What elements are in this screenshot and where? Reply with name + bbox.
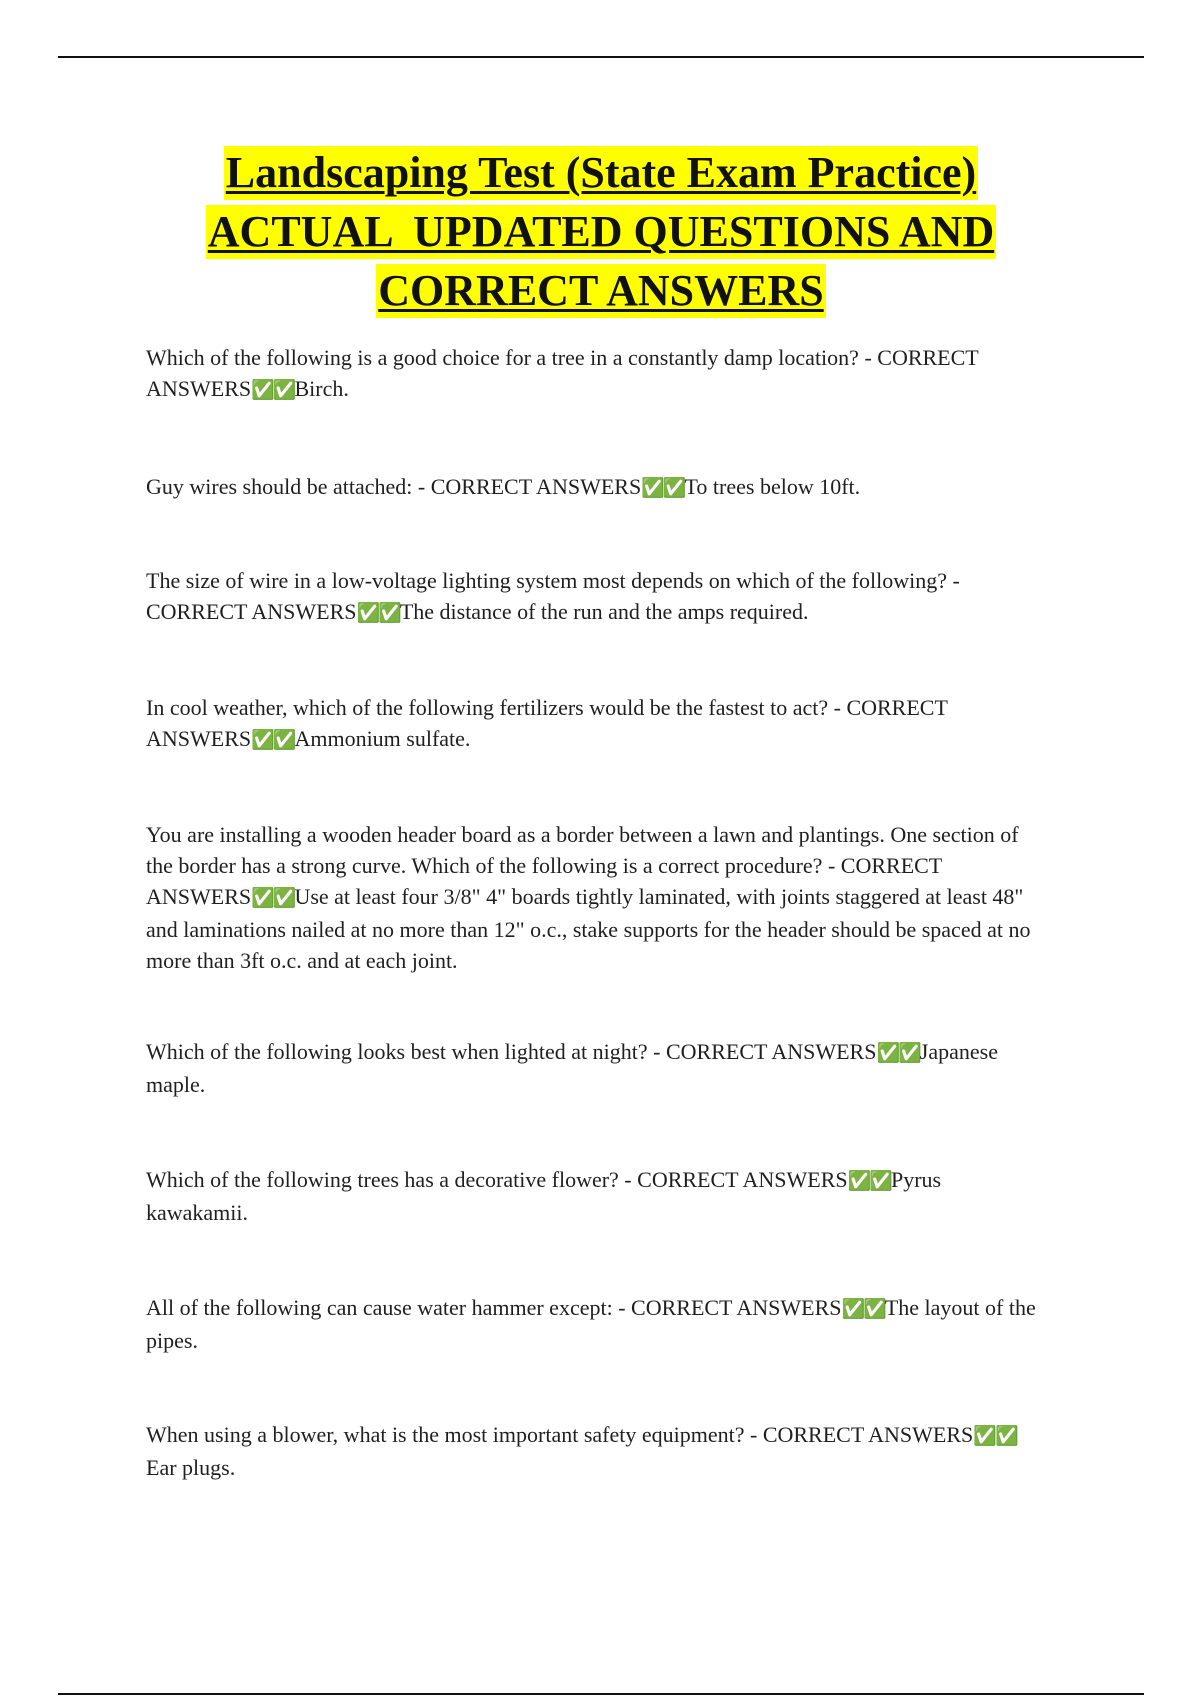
question-text: Guy wires should be attached: - <box>146 474 426 499</box>
qa-item <box>146 1164 1046 1228</box>
title-line-1: Landscaping Test (State Exam Practice) <box>224 146 978 200</box>
double-check-icon: ✅✅ <box>847 1170 891 1192</box>
question-text: You are installing a wooden header board as a border between a lawn and plantings. One section of the border has a strong curve. Which of the following is a correct procedure? - <box>146 822 1019 878</box>
question-text: In cool weather, which of the following fertilizers would be the fastest to act? - <box>146 695 841 720</box>
qa-item <box>146 1036 1046 1100</box>
question-text: Which of the following is a good choice for a tree in a constantly damp location? - <box>146 345 872 370</box>
answer-marker: CORRECT ANSWERS <box>146 853 942 909</box>
qa-item <box>146 1292 1046 1356</box>
qa-item <box>146 565 1046 629</box>
answer-text: Pyrus kawakamii. <box>146 1167 942 1225</box>
double-check-icon: ✅✅ <box>251 887 295 909</box>
question-text: Which of the following trees has a decorative flower? - <box>146 1167 632 1192</box>
question-text: Which of the following looks best when lighted at night? - <box>146 1039 661 1064</box>
double-check-icon: ✅✅ <box>251 729 295 751</box>
answer-marker: CORRECT ANSWERS <box>631 1295 842 1320</box>
answer-text: To trees below 10ft. <box>684 474 861 499</box>
answer-text: Ear plugs. <box>146 1455 236 1480</box>
bottom-rule <box>58 1693 1144 1695</box>
answer-text: Japanese maple. <box>146 1039 998 1097</box>
double-check-icon: ✅✅ <box>356 602 400 624</box>
answer-text: Birch. <box>294 376 349 401</box>
qa-item <box>146 471 1046 504</box>
title-line-2: ACTUAL UPDATED QUESTIONS AND <box>206 205 996 259</box>
answer-marker: CORRECT ANSWERS <box>146 345 979 401</box>
answer-marker: CORRECT ANSWERS <box>430 474 642 499</box>
answer-marker: CORRECT ANSWERS <box>146 695 948 751</box>
question-text: All of the following can cause water hammer except: - <box>146 1295 626 1320</box>
double-check-icon: ✅✅ <box>876 1042 920 1064</box>
double-check-icon: ✅✅ <box>973 1425 1017 1447</box>
question-text: When using a blower, what is the most important safety equipment? - <box>146 1422 758 1447</box>
answer-marker: CORRECT ANSWERS <box>665 1039 877 1064</box>
question-text: The size of wire in a low-voltage lighting system most depends on which of the following? - <box>146 568 960 593</box>
double-check-icon: ✅✅ <box>251 379 295 401</box>
answer-marker: CORRECT ANSWERS <box>146 599 357 624</box>
double-check-icon: ✅✅ <box>641 477 685 499</box>
answer-text: The layout of the pipes. <box>146 1295 1036 1353</box>
answer-marker: CORRECT ANSWERS <box>637 1167 848 1192</box>
qa-item <box>146 692 1046 756</box>
qa-item <box>146 342 1046 406</box>
qa-item <box>146 819 1046 976</box>
answer-marker: CORRECT ANSWERS <box>762 1422 974 1447</box>
answer-text: The distance of the run and the amps required. <box>399 599 809 624</box>
answer-text: Ammonium sulfate. <box>294 726 471 751</box>
title-line-3: CORRECT ANSWERS <box>376 264 825 318</box>
qa-item <box>146 1419 1046 1483</box>
answer-text: Use at least four 3/8" 4" boards tightly laminated, with joints staggered at least 48" and laminations nailed at no more than 12" o.c., stake supports for the header should be spaced at no more than 3ft o.c. and at each joint. <box>146 884 1031 973</box>
double-check-icon: ✅✅ <box>841 1298 885 1320</box>
